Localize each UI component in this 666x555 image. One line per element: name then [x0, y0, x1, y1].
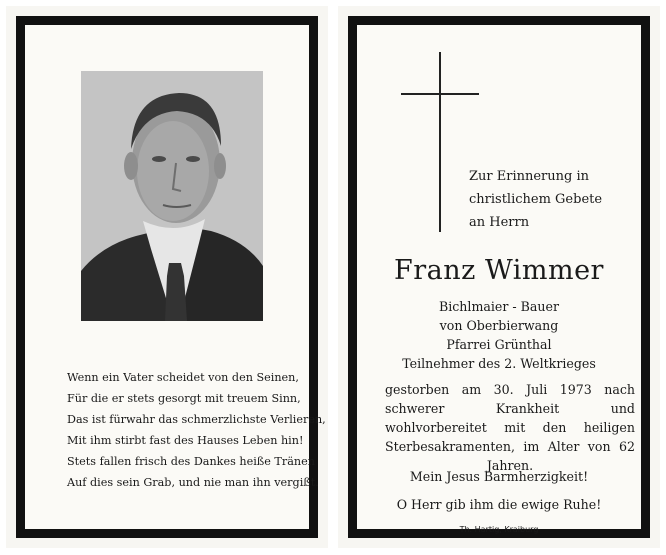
deceased-name: Franz Wimmer — [394, 255, 604, 286]
detail-line: Bichlmaier - Bauer — [438, 299, 560, 314]
poem-line: Auf dies sein Grab, und nie man ihn vergißt. — [67, 476, 319, 489]
detail-line: von Oberbierwang — [439, 318, 559, 333]
poem-line: Das ist fürwahr das schmerzlichste Verlieren, — [67, 413, 326, 426]
poem-line: Für die er stets gesorgt mit treuem Sinn, — [67, 392, 301, 405]
detail-line: Pfarrei Grünthal — [446, 337, 552, 352]
intro-text — [469, 165, 602, 234]
detail-line: Teilnehmer des 2. Weltkrieges — [402, 356, 596, 371]
intro-line: christlichem Gebete — [469, 192, 603, 207]
printer-credit: Th. Hartig, Kraiburg — [459, 525, 539, 534]
portrait-photo — [81, 71, 263, 321]
left-card — [6, 6, 328, 548]
black-border-frame — [16, 16, 326, 538]
poem-line: Mit ihm stirbt fast des Hauses Leben hin! — [67, 434, 304, 447]
prayer-line-2: O Herr gib ihm die ewige Ruhe! — [396, 497, 602, 512]
intro-line: an Herrn — [469, 215, 530, 230]
prayer-line-1: Mein Jesus Barmherzigkeit! — [409, 469, 589, 484]
death-notice: gestorben am 30. Juli 1973 nach schwerer Krankheit und wohlvorbereitet mit den heiligen Sterbesakramenten, im Alter von 62 Jahren. — [385, 382, 635, 473]
memorial-poem — [67, 367, 326, 493]
poem-line: Wenn ein Vater scheidet von den Seinen, — [67, 371, 299, 384]
deceased-details — [357, 297, 641, 373]
right-card — [338, 6, 660, 548]
cross-horizontal-bar — [401, 93, 479, 95]
cross-vertical-bar — [439, 52, 441, 232]
black-border-frame — [348, 16, 650, 538]
poem-line: Stets fallen frisch des Dankes heiße Tränen — [67, 455, 315, 468]
intro-line: Zur Erinnerung in — [469, 169, 589, 184]
